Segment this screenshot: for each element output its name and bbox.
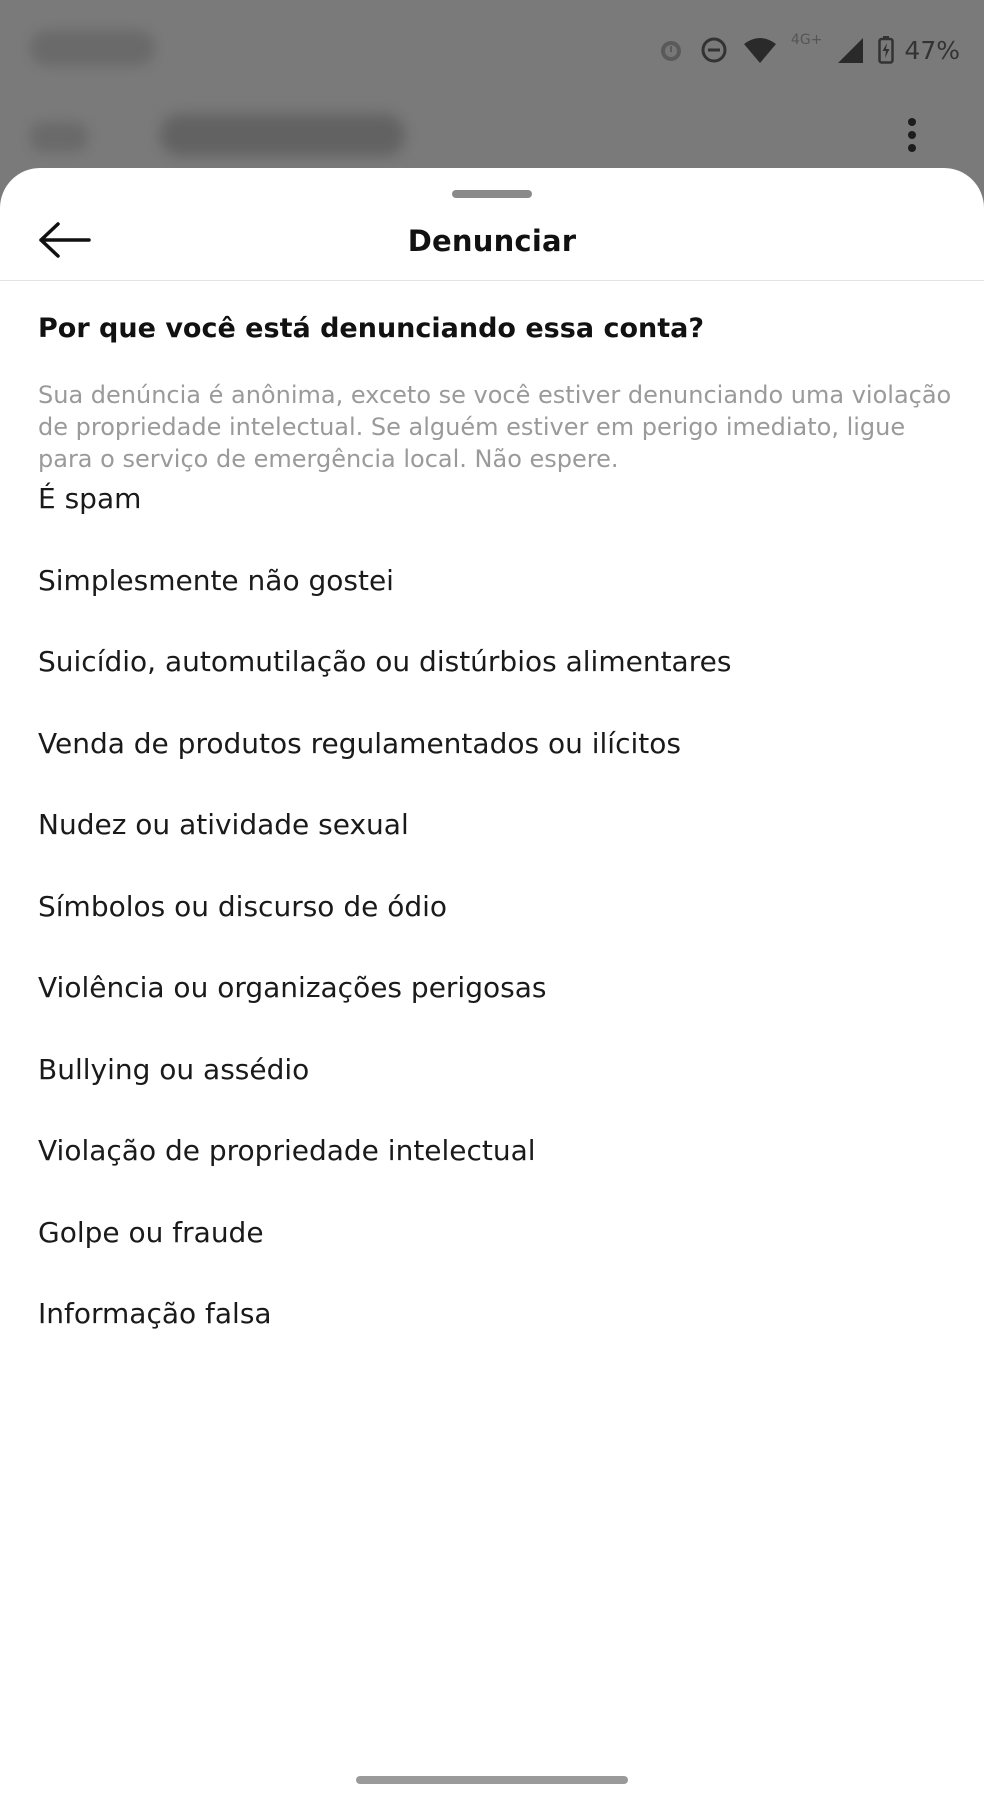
background-back-blurred xyxy=(30,122,88,152)
battery-percentage: 47% xyxy=(904,35,960,65)
report-reason-just-dont-like[interactable]: Simplesmente não gostei xyxy=(38,563,394,597)
report-question-heading: Por que você está denunciando essa conta? xyxy=(38,313,705,344)
report-reason-nudity[interactable]: Nudez ou atividade sexual xyxy=(38,808,409,842)
report-reason-violence[interactable]: Violência ou organizações perigosas xyxy=(38,971,547,1005)
report-reason-self-harm[interactable]: Suicídio, automutilação ou distúrbios alimentares xyxy=(38,645,732,679)
report-reason-scam[interactable]: Golpe ou fraude xyxy=(38,1215,264,1249)
sheet-header xyxy=(0,204,984,281)
status-bar xyxy=(0,0,984,96)
report-reason-regulated-goods[interactable]: Venda de produtos regulamentados ou ilícitos xyxy=(38,726,681,760)
do-not-disturb-icon xyxy=(699,35,729,65)
home-indicator[interactable] xyxy=(356,1776,628,1784)
report-reason-spam[interactable]: É spam xyxy=(38,482,142,516)
wifi-icon xyxy=(743,36,777,64)
status-time-blurred xyxy=(30,30,155,66)
network-type-label: 4G+ xyxy=(790,32,823,48)
background-title-blurred xyxy=(160,114,405,156)
battery-charging-icon xyxy=(878,36,894,64)
cell-signal-icon xyxy=(836,36,864,64)
report-disclaimer: Sua denúncia é anônima, exceto se você estiver denunciando uma violação de propriedade intelectual. Se alguém estiver em perigo imediato, ligue para o serviço de emergência local. Não espere. xyxy=(38,381,952,473)
report-reason-list xyxy=(0,458,984,1355)
background-app-bar xyxy=(0,96,984,176)
sheet-drag-handle[interactable] xyxy=(452,190,532,198)
sheet-title: Denunciar xyxy=(407,224,577,258)
alarm-icon xyxy=(657,36,685,64)
report-reason-false-info[interactable]: Informação falsa xyxy=(38,1297,272,1331)
report-reason-intellectual-property[interactable]: Violação de propriedade intelectual xyxy=(38,1134,536,1168)
report-reason-bullying[interactable]: Bullying ou assédio xyxy=(38,1052,310,1086)
status-icons xyxy=(657,30,960,70)
more-vertical-icon[interactable] xyxy=(900,118,924,156)
report-bottom-sheet xyxy=(0,168,984,1804)
report-reason-hate-speech[interactable]: Símbolos ou discurso de ódio xyxy=(38,889,448,923)
